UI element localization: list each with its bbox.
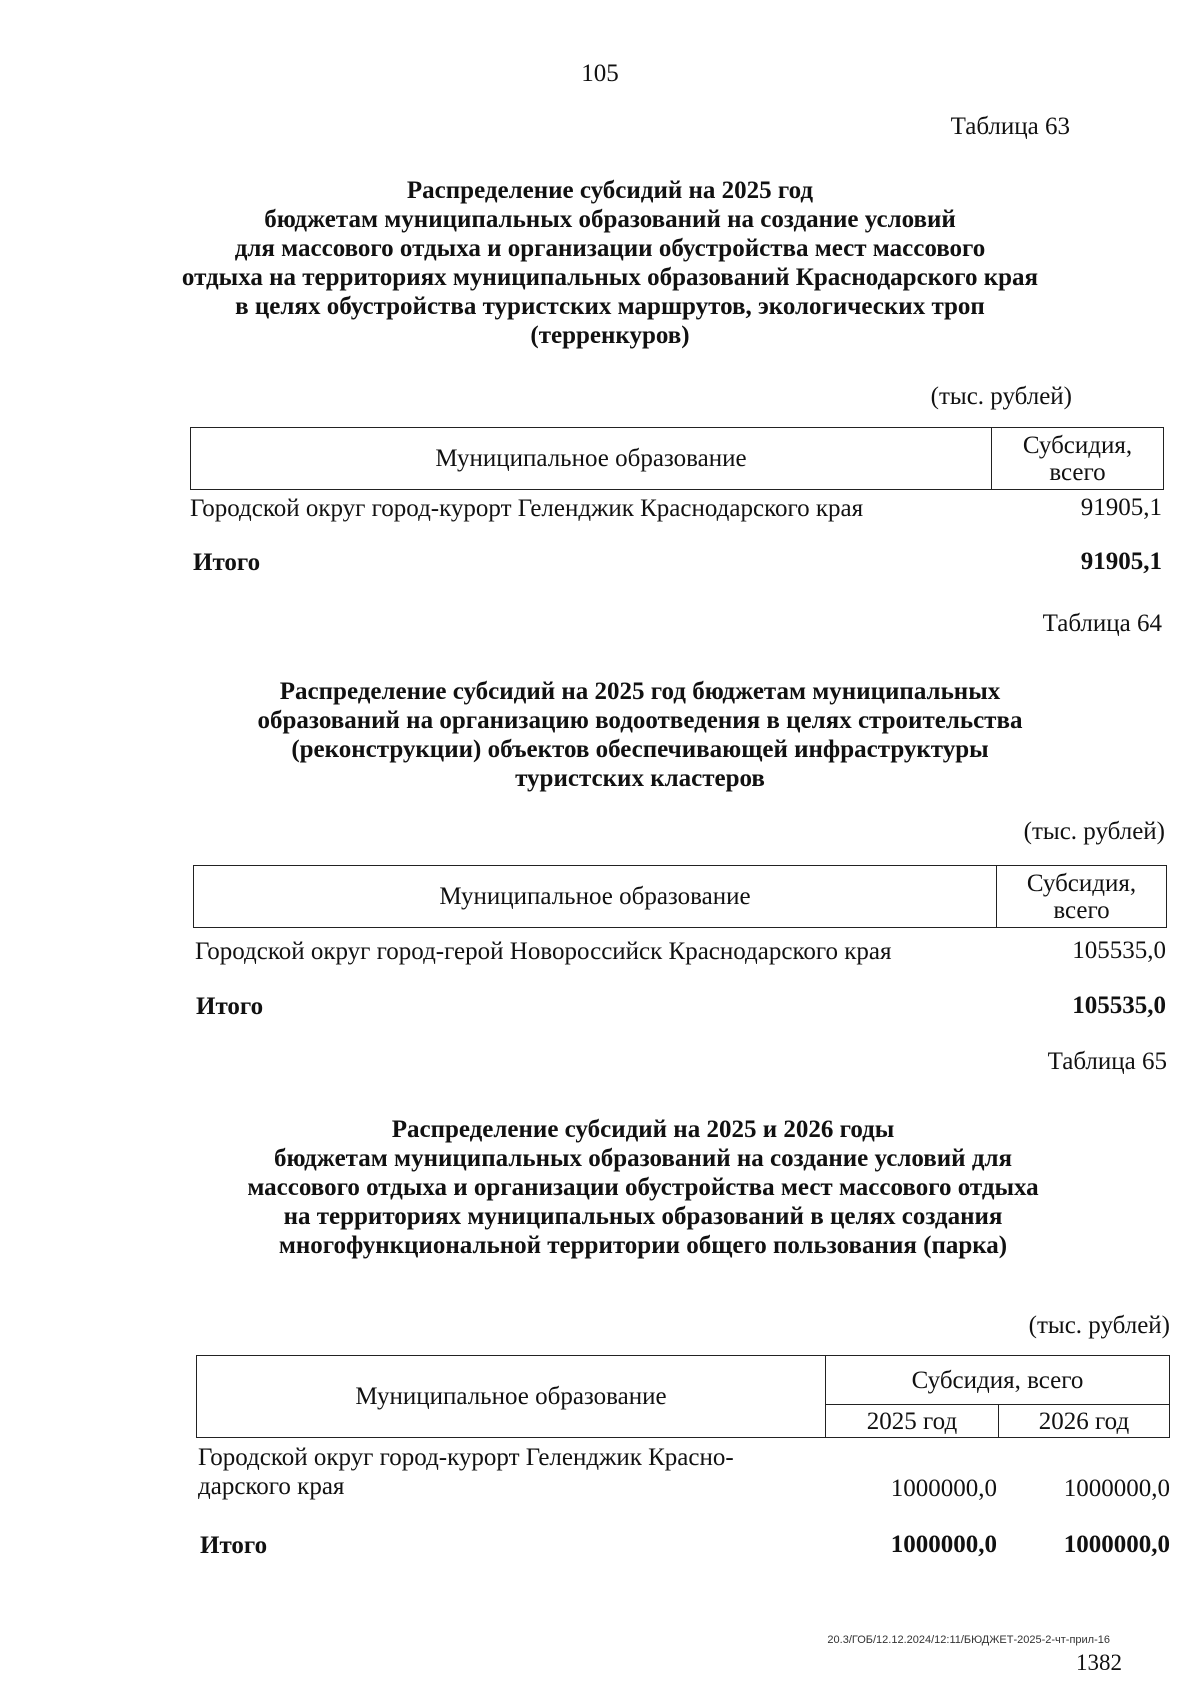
total-value-2026: 1000000,0 — [1063, 1531, 1170, 1558]
sheet-number: 1382 — [1076, 1650, 1122, 1675]
total-label: Итого — [193, 549, 261, 576]
total-value-2025: 1000000,0 — [890, 1531, 997, 1558]
table-heading — [183, 1115, 1103, 1260]
units-label: (тыс. рублей) — [1028, 1312, 1170, 1339]
table-row-value-2025: 1000000,0 — [890, 1475, 997, 1502]
heading-line: (терренкуров) — [530, 322, 690, 349]
table-header — [190, 427, 1164, 490]
document-code: 20.3/ГОБ/12.12.2024/12:11/БЮДЖЕТ-2025-2-чт-прил-16 — [827, 1634, 1110, 1646]
header-municipality: Муниципальное образование — [191, 428, 992, 490]
header-year-2026: 2026 год — [999, 1405, 1170, 1438]
heading-line: массового отдыха и организации обустройства мест массового отдыха — [247, 1174, 1039, 1201]
table-caption: Таблица 64 — [1042, 610, 1162, 637]
table-heading — [150, 176, 1070, 350]
table-header — [196, 1355, 1170, 1438]
heading-line: для массового отдыха и организации обустройства мест массового — [234, 235, 986, 262]
heading-line: на территориях муниципальных образований в целях создания — [283, 1203, 1003, 1230]
total-label: Итого — [200, 1532, 268, 1559]
row-name-line: Городской округ город-курорт Геленджик Красно- — [198, 1444, 734, 1471]
heading-line: образований на организацию водоотведения в целях строительства — [257, 707, 1023, 734]
heading-line: в целях обустройства туристских маршрутов, экологических троп — [235, 293, 985, 320]
header-municipality: Муниципальное образование — [194, 866, 997, 928]
header-subsidy — [997, 866, 1167, 928]
units-label: (тыс. рублей) — [930, 383, 1072, 410]
table-row-name: Городской округ город-герой Новороссийск Краснодарского края — [195, 938, 892, 965]
header-year-2025: 2025 год — [826, 1405, 999, 1438]
heading-line: Распределение субсидий на 2025 и 2026 годы — [391, 1116, 895, 1143]
heading-line: Распределение субсидий на 2025 год бюджетам муниципальных — [279, 678, 1001, 705]
header-subsidy — [992, 428, 1164, 490]
heading-line: туристских кластеров — [515, 765, 765, 792]
header-subsidy: Субсидия, всего — [826, 1356, 1170, 1405]
header-subsidy-line1: Субсидия, — [1026, 869, 1137, 897]
table-row-value-2026: 1000000,0 — [1063, 1475, 1170, 1502]
heading-line: бюджетам муниципальных образований на создание условий для — [273, 1145, 1013, 1172]
page-number: 105 — [581, 60, 619, 87]
units-label: (тыс. рублей) — [1023, 818, 1165, 845]
total-value: 91905,1 — [1080, 548, 1162, 575]
total-value: 105535,0 — [1072, 992, 1166, 1019]
heading-line: (реконструкции) объектов обеспечивающей инфраструктуры — [291, 736, 989, 763]
header-subsidy-line1: Субсидия, — [1022, 431, 1133, 459]
total-label: Итого — [196, 993, 264, 1020]
header-subsidy-line2: всего — [1049, 458, 1106, 486]
heading-line: Распределение субсидий на 2025 год — [406, 177, 814, 204]
row-name-line: дарского края — [198, 1473, 345, 1500]
table-header — [193, 865, 1167, 928]
table-row-name: Городской округ город-курорт Геленджик Краснодарского края — [190, 495, 864, 522]
header-subsidy-line2: всего — [1053, 896, 1110, 924]
heading-line: многофункциональной территории общего пользования (парка) — [278, 1232, 1008, 1259]
heading-line: бюджетам муниципальных образований на создание условий — [264, 206, 956, 233]
table-row-value: 91905,1 — [1080, 494, 1162, 521]
table-row-name — [198, 1443, 734, 1501]
header-municipality: Муниципальное образование — [197, 1356, 826, 1438]
table-caption: Таблица 65 — [1047, 1048, 1167, 1075]
table-caption: Таблица 63 — [950, 113, 1070, 140]
table-row-value: 105535,0 — [1072, 937, 1166, 964]
table-heading — [180, 677, 1100, 793]
heading-line: отдыха на территориях муниципальных образований Краснодарского края — [181, 264, 1039, 291]
